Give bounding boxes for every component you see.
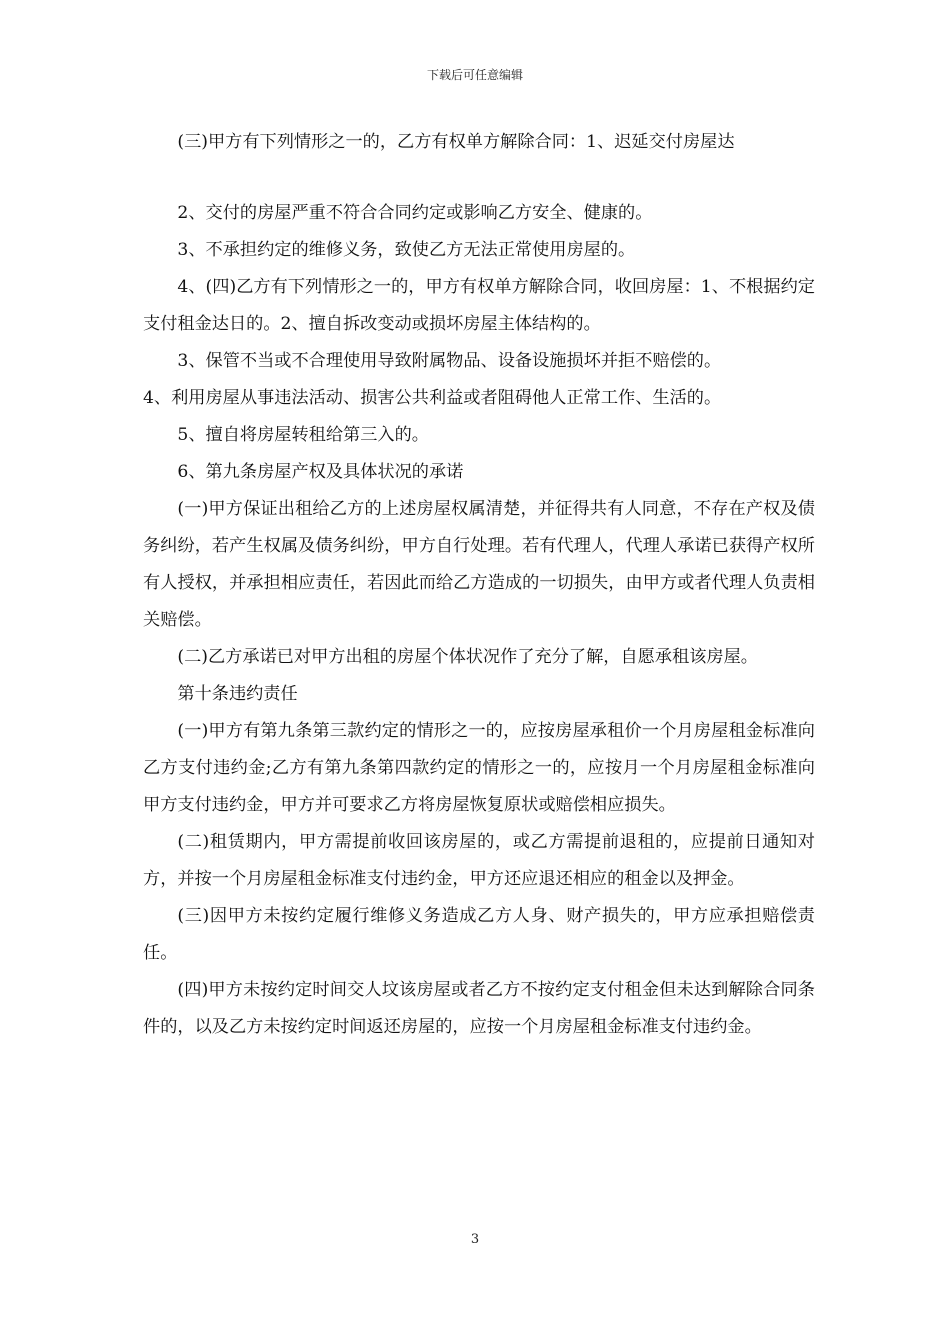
paragraph-9: (一)甲方保证出租给乙方的上述房屋权属清楚，并征得共有人同意，不存在产权及债务纠纷，若产生权属及债务纠纷，甲方自行处理。若有代理人，代理人承诺已获得产权所有人授权，并承担相应责任，若因此而给乙方造成的一切损失，由甲方或者代理人负责相关赔偿。 xyxy=(143,499,815,630)
paragraph-2: 2、交付的房屋严重不符合合同约定或影响乙方安全、健康的。 xyxy=(177,203,653,223)
document-body xyxy=(143,124,815,1046)
paragraph-8: 6、第九条房屋产权及具体状况的承诺 xyxy=(177,462,464,482)
page-header: 下载后可任意编辑 xyxy=(426,68,523,82)
paragraph-14: (三)因甲方未按约定履行维修义务造成乙方人身、财产损失的，甲方应承担赔偿责任。 xyxy=(143,906,815,963)
paragraph-10: (二)乙方承诺已对甲方出租的房屋个体状况作了充分了解，自愿承租该房屋。 xyxy=(177,647,758,667)
paragraph-15: (四)甲方未按约定时间交人坟该房屋或者乙方不按约定支付租金但未达到解除合同条件的，以及乙方未按约定时间返还房屋的，应按一个月房屋租金标准支付违约金。 xyxy=(143,980,815,1037)
paragraph-7: 5、擅自将房屋转租给第三入的。 xyxy=(177,425,429,445)
paragraph-13: (二)租赁期内，甲方需提前收回该房屋的，或乙方需提前退租的，应提前日通知对方，并按一个月房屋租金标准支付违约金，甲方还应退还相应的租金以及押金。 xyxy=(143,832,815,889)
paragraph-3: 3、不承担约定的维修义务，致使乙方无法正常使用房屋的。 xyxy=(177,240,636,260)
page-number: 3 xyxy=(470,1232,480,1247)
paragraph-1: (三)甲方有下列情形之一的，乙方有权单方解除合同：1、迟延交付房屋达 xyxy=(177,132,735,152)
paragraph-6: 4、利用房屋从事违法活动、损害公共利益或者阻碍他人正常工作、生活的。 xyxy=(143,388,722,408)
paragraph-4: 4、(四)乙方有下列情形之一的，甲方有权单方解除合同，收回房屋：1、不根据约定支付租金达日的。2、擅自拆改变动或损坏房屋主体结构的。 xyxy=(143,277,815,334)
paragraph-11: 第十条违约责任 xyxy=(177,684,298,704)
paragraph-12: (一)甲方有第九条第三款约定的情形之一的，应按房屋承租价一个月房屋租金标准向乙方支付违约金;乙方有第九条第四款约定的情形之一的，应按月一个月房屋租金标准向甲方支付违约金，甲方并可要求乙方将房屋恢复原状或赔偿相应损失。 xyxy=(143,721,815,815)
paragraph-5: 3、保管不当或不合理使用导致附属物品、设备设施损坏并拒不赔偿的。 xyxy=(177,351,722,371)
